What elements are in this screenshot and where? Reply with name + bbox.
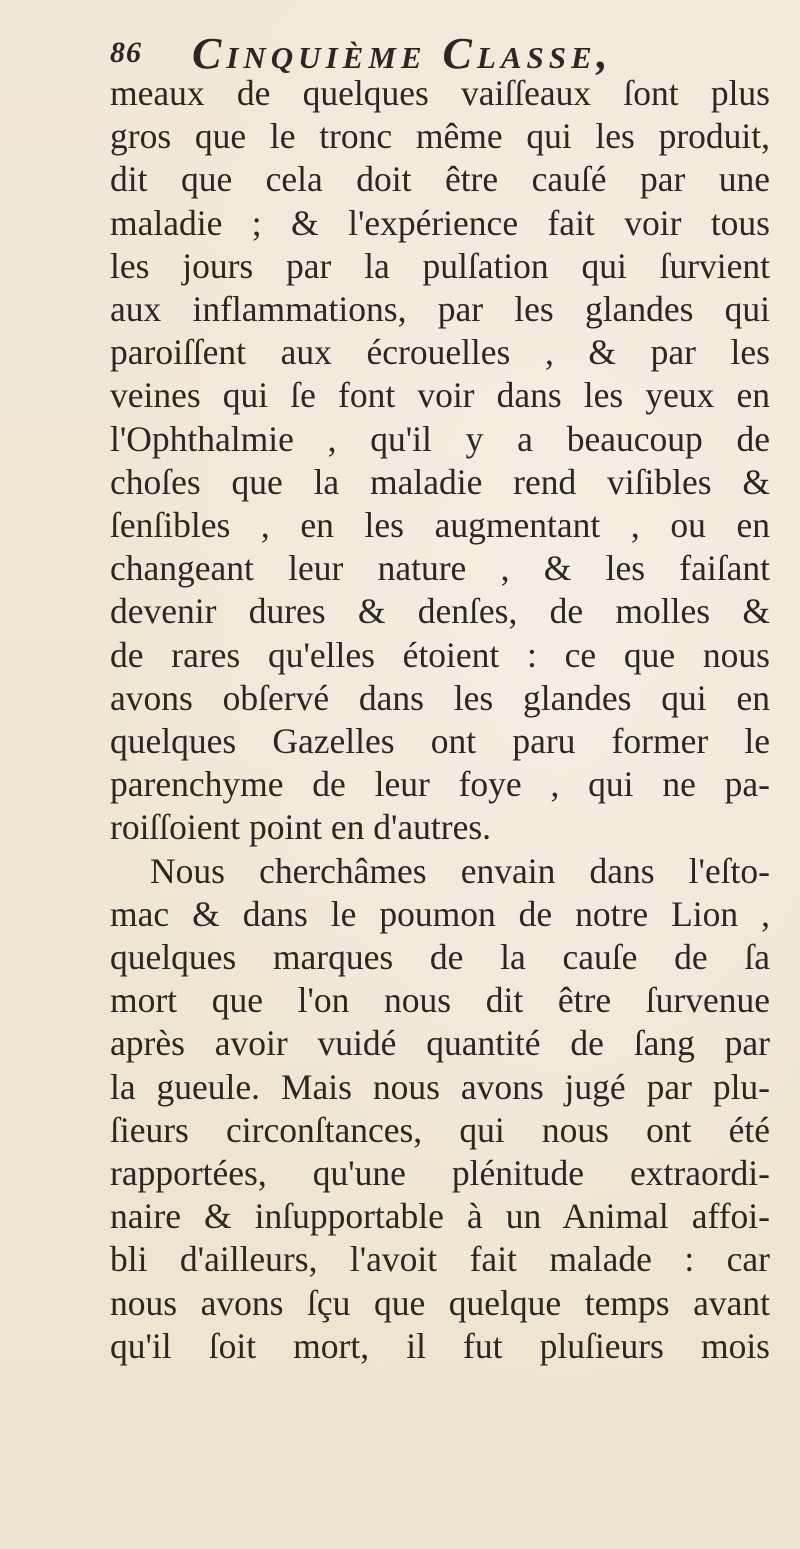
- text-line: nous avons ſçu que quelque temps avant: [110, 1282, 770, 1323]
- text-line: après avoir vuidé quantité de ſang par: [110, 1023, 770, 1064]
- text-line: naire & inſupportable à un Animal affoi-: [110, 1196, 770, 1237]
- text-line: ſieurs circonſtances, qui nous ont été: [110, 1109, 770, 1150]
- text-line: quelques marques de la cauſe de ſa: [110, 937, 770, 978]
- text-line: maladie ; & l'expérience fait voir tous: [110, 202, 770, 243]
- text-line: les jours par la pulſation qui ſurvient: [110, 245, 770, 286]
- text-line: qu'il ſoit mort, il fut pluſieurs mois: [110, 1325, 770, 1366]
- text-line: mort que l'on nous dit être ſurvenue: [110, 980, 770, 1021]
- text-line: meaux de quelques vaiſſeaux ſont plus: [110, 73, 770, 113]
- text-line: bli d'ailleurs, l'avoit fait malade : car: [110, 1239, 770, 1280]
- text-line: choſes que la maladie rend viſibles &: [110, 461, 770, 502]
- text-line: aux inflammations, par les glandes qui: [110, 289, 770, 330]
- running-head: Cinquième Classe,: [192, 29, 613, 78]
- text-line: paroiſſent aux écrouelles , & par les: [110, 332, 770, 373]
- text-line: veines qui ſe font voir dans les yeux en: [110, 375, 770, 416]
- paragraph-end-line: roiſſoient point en d'autres.: [110, 807, 492, 848]
- text-line: parenchyme de leur foye , qui ne pa-: [110, 764, 770, 805]
- text-line: dit que cela doit être cauſé par une: [110, 159, 770, 200]
- text-line: l'Ophthalmie , qu'il y a beaucoup de: [110, 418, 770, 459]
- paragraph-start-line: Nous cherchâmes envain dans l'eſto-: [150, 850, 770, 891]
- text-line: gros que le tronc même qui les produit,: [110, 116, 770, 157]
- text-line: la gueule. Mais nous avons jugé par plu-: [110, 1066, 770, 1107]
- page-header: [110, 28, 760, 76]
- text-line: mac & dans le poumon de notre Lion ,: [110, 893, 770, 934]
- text-line: devenir dures & denſes, de molles &: [110, 591, 770, 632]
- text-line: de rares qu'elles étoient : ce que nous: [110, 634, 770, 675]
- text-line: ſenſibles , en les augmentant , ou en: [110, 505, 770, 546]
- body-text: [110, 72, 770, 1368]
- page-number: 86: [110, 36, 142, 69]
- text-line: avons obſervé dans les glandes qui en: [110, 677, 770, 718]
- text-line: changeant leur nature , & les faiſant: [110, 548, 770, 589]
- text-line: quelques Gazelles ont paru former le: [110, 721, 770, 762]
- text-line: rapportées, qu'une plénitude extraordi-: [110, 1153, 770, 1194]
